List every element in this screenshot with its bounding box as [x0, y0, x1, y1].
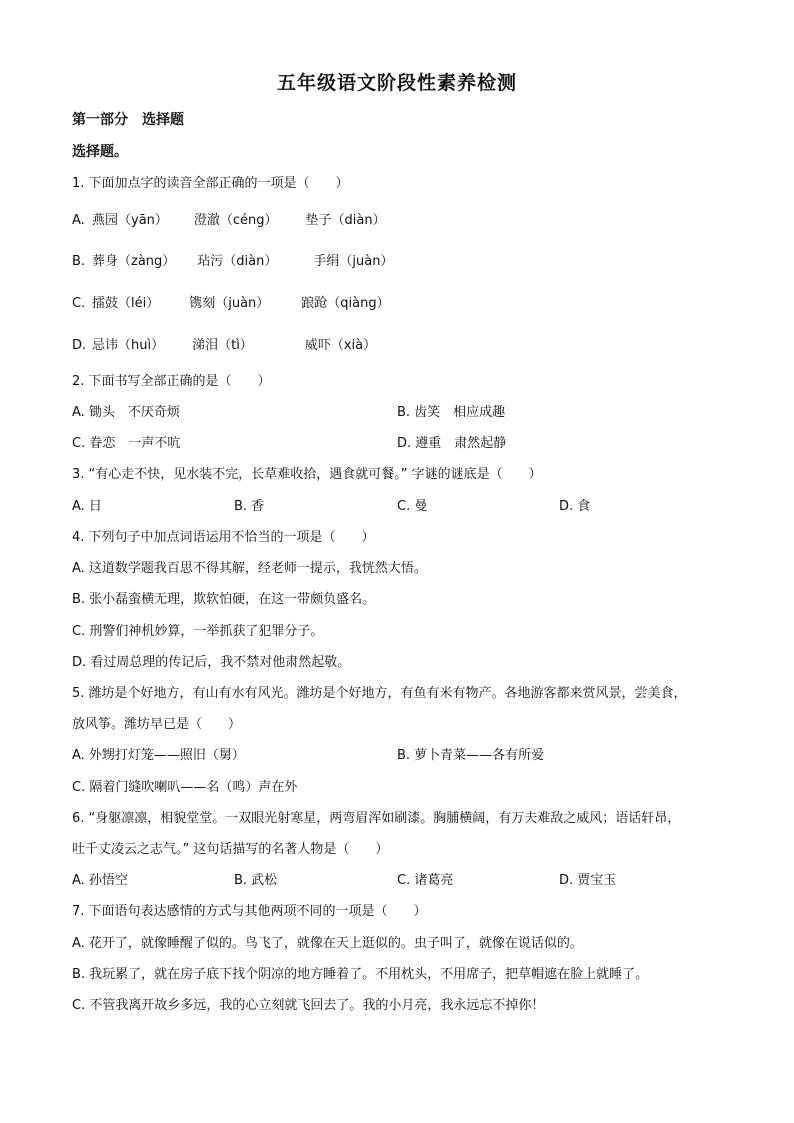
q5-option-c: C. 隔着门缝吹喇叭——名（鸣）声在外 [72, 780, 298, 795]
q1-d-word3: 威吓（xià） [304, 338, 377, 353]
q1-a-word1: 燕园（yān） [92, 213, 168, 228]
q1-d-word1: 忌讳（huì） [92, 338, 165, 353]
q4-option-c: C. 刑警们神机妙算，一举抓获了犯罪分子。 [72, 624, 324, 639]
q3-option-b: B. 香 [234, 499, 265, 514]
q6-stem-line1: 6. “身躯凛凛，相貌堂堂。一双眼光射寒星，两弯眉浑如刷漆。胸脯横阔，有万夫难敌之威风；语话轩昂， [72, 811, 681, 826]
q1-option-a [72, 209, 386, 228]
q5-stem-line1: 5. 潍坊是个好地方，有山有水有风光。潍坊是个好地方，有鱼有米有物产。各地游客都来赏风景，尝美食， [72, 686, 687, 701]
q7-option-a: A. 花开了，就像睡醒了似的。鸟飞了，就像在天上逛似的。虫子叫了，就像在说话似的。 [72, 936, 583, 951]
q4-option-d: D. 看过周总理的传记后，我不禁对他肃然起敬。 [72, 655, 351, 670]
q6-stem-line2: 吐千丈凌云之志气。” 这句话描写的名著人物是（ ） [72, 842, 389, 857]
q3-option-d: D. 食 [559, 499, 591, 514]
q7-stem: 7. 下面语句表达感情的方式与其他两项不同的一项是（ ） [72, 904, 427, 919]
q3-stem: 3. “有心走不快，见水装不完，长草难收拾，遇食就可餐。” 字谜的谜底是（ ） [72, 467, 542, 482]
q5-stem-line2: 放风筝。潍坊早已是（ ） [72, 717, 242, 732]
q4-option-a: A. 这道数学题我百思不得其解，经老师一提示，我恍然大悟。 [72, 561, 427, 576]
option-label: C. [72, 296, 86, 311]
q1-a-word3: 垫子（diàn） [305, 213, 386, 228]
q6-option-d: D. 贾宝玉 [559, 873, 617, 888]
option-label: A. [72, 213, 85, 228]
q1-c-word1: 擂鼓（léi） [92, 296, 160, 311]
q1-stem: 1. 下面加点字的读音全部正确的一项是（ ） [72, 176, 349, 191]
q2-stem: 2. 下面书写全部正确的是（ ） [72, 374, 271, 389]
q1-c-word2: 镌刻（juàn） [189, 296, 270, 311]
q6-option-c: C. 诸葛亮 [397, 873, 454, 888]
option-label: D. [72, 338, 87, 353]
q4-option-b: B. 张小磊蛮横无理，欺软怕硬，在这一带颇负盛名。 [72, 592, 376, 607]
q5-option-a: A. 外甥打灯笼——照旧（舅） [72, 748, 245, 763]
q6-option-a: A. 孙悟空 [72, 873, 128, 888]
q2-option-d: D. 遵重 肃然起静 [397, 436, 507, 451]
q2-option-b: B. 齿笑 相应成趣 [397, 405, 506, 420]
option-label: B. [72, 254, 86, 269]
q3-option-c: C. 曼 [397, 499, 428, 514]
section-heading: 第一部分 选择题 [72, 112, 184, 128]
q1-b-word1: 葬身（zàng） [92, 254, 176, 269]
q7-option-b: B. 我玩累了，就在房子底下找个阴凉的地方睡着了。不用枕头，不用席子，把草帽遮在脸上就睡了。 [72, 967, 649, 982]
q6-option-b: B. 武松 [234, 873, 278, 888]
q4-stem: 4. 下列句子中加点词语运用不恰当的一项是（ ） [72, 530, 375, 545]
q2-option-c: C. 眷恋 一声不吭 [72, 436, 181, 451]
subsection-heading: 选择题。 [72, 144, 128, 160]
q7-option-c: C. 不管我离开故乡多远，我的心立刻就飞回去了。我的小月亮，我永远忘不掉你！ [72, 998, 545, 1013]
q1-option-c [72, 292, 390, 311]
q1-option-b [72, 250, 393, 269]
q1-option-d [72, 334, 376, 353]
q1-b-word2: 玷污（diàn） [197, 254, 278, 269]
q5-option-b: B. 萝卜青菜——各有所爱 [397, 748, 545, 763]
q3-option-a: A. 日 [72, 499, 102, 514]
q1-b-word3: 手绢（juàn） [313, 254, 394, 269]
q1-c-word3: 踉跄（qiàng） [301, 296, 390, 311]
q1-d-word2: 涕泪（tì） [192, 338, 253, 353]
page-title: 五年级语文阶段性素养检测 [276, 72, 517, 94]
q1-a-word2: 澄澈（céng） [193, 213, 278, 228]
q2-option-a: A. 锄头 不厌奇烦 [72, 405, 180, 420]
